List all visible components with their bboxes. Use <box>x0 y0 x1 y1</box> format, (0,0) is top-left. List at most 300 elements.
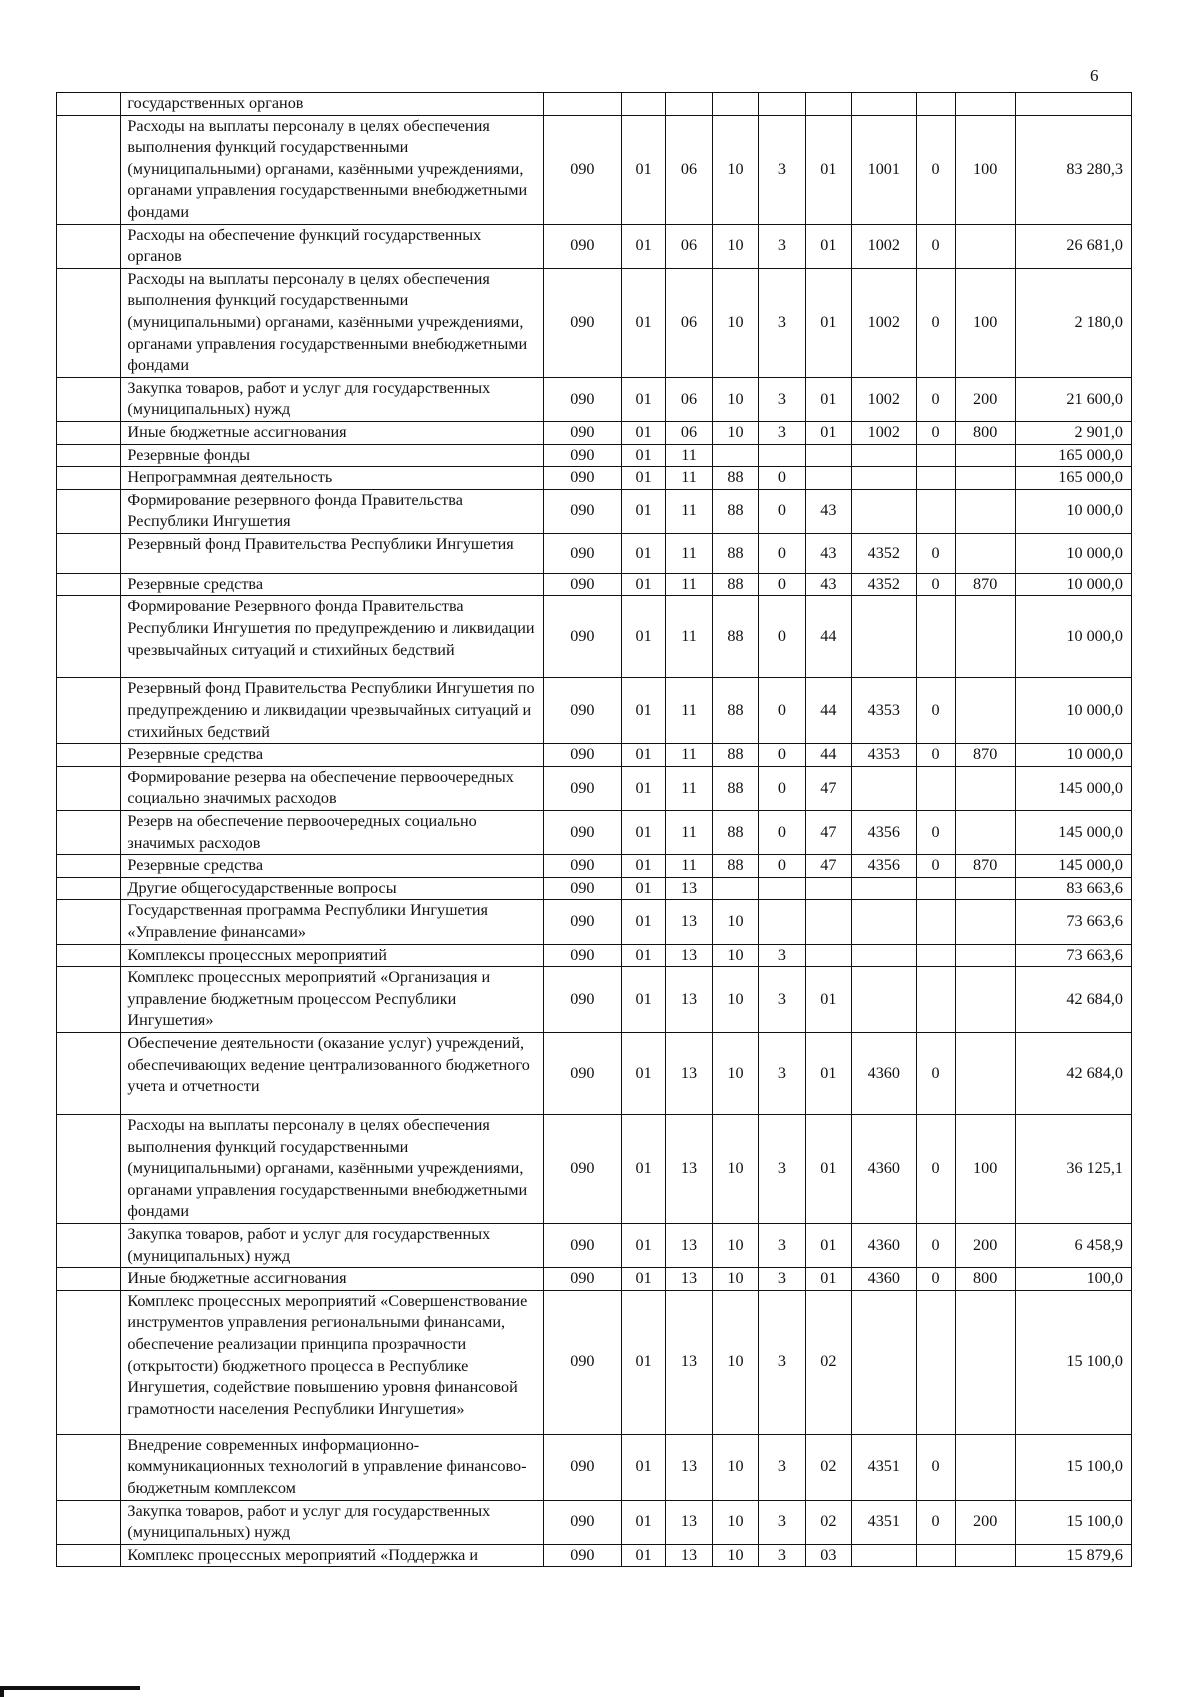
code-cell-c5: 3 <box>759 1434 805 1500</box>
code-cell-c9 <box>955 224 1015 268</box>
code-cell-c6: 01 <box>805 967 851 1033</box>
row-index-cell <box>57 900 121 944</box>
row-name-cell: Другие общегосударственные вопросы <box>121 877 543 900</box>
table-row <box>57 900 1132 944</box>
code-cell-c2: 01 <box>621 268 665 377</box>
code-cell-c1: 090 <box>543 1434 621 1500</box>
code-cell-c1: 090 <box>543 1544 621 1567</box>
code-cell-c2: 01 <box>621 1544 665 1567</box>
code-cell-c5: 0 <box>759 811 805 855</box>
code-cell-c5: 3 <box>759 967 805 1033</box>
code-cell-c4: 88 <box>712 533 758 573</box>
code-cell-c7: 4360 <box>852 1032 916 1114</box>
code-cell-c3: 13 <box>666 1434 712 1500</box>
amount-cell: 10 000,0 <box>1015 489 1131 533</box>
code-cell-c7 <box>852 877 916 900</box>
code-cell-c9: 870 <box>955 855 1015 878</box>
code-cell-c3: 13 <box>666 1223 712 1267</box>
code-cell-c3: 13 <box>666 1114 712 1223</box>
code-cell-c6: 01 <box>805 377 851 421</box>
code-cell-c6: 01 <box>805 224 851 268</box>
code-cell-c5: 0 <box>759 596 805 678</box>
code-cell-c9 <box>955 678 1015 744</box>
code-cell-c8 <box>916 944 955 967</box>
code-cell-c3: 06 <box>666 377 712 421</box>
table-row <box>57 811 1132 855</box>
code-cell-c4: 10 <box>712 1032 758 1114</box>
row-index-cell <box>57 268 121 377</box>
code-cell-c9 <box>955 1290 1015 1434</box>
row-index-cell <box>57 766 121 810</box>
code-cell-c3: 11 <box>666 444 712 467</box>
code-cell-c5: 3 <box>759 1544 805 1567</box>
amount-cell <box>1015 93 1131 116</box>
code-cell-c9 <box>955 1544 1015 1567</box>
code-cell-c9 <box>955 1434 1015 1500</box>
code-cell-c5: 0 <box>759 766 805 810</box>
code-cell-c8: 0 <box>916 811 955 855</box>
code-cell-c8: 0 <box>916 1268 955 1291</box>
table-row <box>57 467 1132 490</box>
row-name-cell: Расходы на выплаты персоналу в целях обеспечения выполнения функций государственными (муниципальными) органами, казёнными учреждениями, органами управления государственными внебюджетными фондами <box>121 115 543 224</box>
row-name-cell: Формирование Резервного фонда Правительства Республики Ингушетия по предупреждению и ликвидации чрезвычайных ситуаций и стихийных бедствий <box>121 596 543 678</box>
code-cell-c5: 3 <box>759 1500 805 1544</box>
table-row <box>57 766 1132 810</box>
amount-cell: 10 000,0 <box>1015 596 1131 678</box>
code-cell-c7: 4360 <box>852 1114 916 1223</box>
amount-cell: 21 600,0 <box>1015 377 1131 421</box>
code-cell-c1: 090 <box>543 678 621 744</box>
code-cell-c6: 02 <box>805 1290 851 1434</box>
code-cell-c7 <box>852 444 916 467</box>
amount-cell: 15 100,0 <box>1015 1500 1131 1544</box>
code-cell-c1: 090 <box>543 596 621 678</box>
code-cell-c4: 10 <box>712 1500 758 1544</box>
code-cell-c9 <box>955 877 1015 900</box>
amount-cell: 6 458,9 <box>1015 1223 1131 1267</box>
row-name-cell: Иные бюджетные ассигнования <box>121 421 543 444</box>
amount-cell: 145 000,0 <box>1015 855 1131 878</box>
row-index-cell <box>57 377 121 421</box>
amount-cell: 15 100,0 <box>1015 1290 1131 1434</box>
row-name-cell: Внедрение современных информационно-коммуникационных технологий в управление финансово-бюджетным комплексом <box>121 1434 543 1500</box>
code-cell-c5: 3 <box>759 944 805 967</box>
code-cell-c7: 4360 <box>852 1268 916 1291</box>
code-cell-c4: 10 <box>712 224 758 268</box>
code-cell-c2: 01 <box>621 115 665 224</box>
code-cell-c9: 800 <box>955 1268 1015 1291</box>
row-name-cell: Резервные фонды <box>121 444 543 467</box>
row-index-cell <box>57 224 121 268</box>
row-name-cell: Резервные средства <box>121 744 543 767</box>
row-index-cell <box>57 811 121 855</box>
row-index-cell <box>57 877 121 900</box>
row-index-cell <box>57 1223 121 1267</box>
code-cell-c7: 1001 <box>852 115 916 224</box>
code-cell-c3: 11 <box>666 596 712 678</box>
code-cell-c3: 13 <box>666 944 712 967</box>
code-cell-c1 <box>543 93 621 116</box>
code-cell-c6: 01 <box>805 1114 851 1223</box>
code-cell-c1: 090 <box>543 1032 621 1114</box>
code-cell-c6 <box>805 944 851 967</box>
code-cell-c4: 10 <box>712 421 758 444</box>
amount-cell: 15 879,6 <box>1015 1544 1131 1567</box>
code-cell-c6 <box>805 93 851 116</box>
code-cell-c6: 01 <box>805 1223 851 1267</box>
code-cell-c2: 01 <box>621 1500 665 1544</box>
code-cell-c8: 0 <box>916 678 955 744</box>
code-cell-c2: 01 <box>621 967 665 1033</box>
budget-table <box>56 92 1132 1567</box>
amount-cell: 145 000,0 <box>1015 811 1131 855</box>
row-index-cell <box>57 855 121 878</box>
code-cell-c9 <box>955 533 1015 573</box>
code-cell-c4: 10 <box>712 944 758 967</box>
table-row <box>57 1223 1132 1267</box>
code-cell-c7 <box>852 93 916 116</box>
code-cell-c2: 01 <box>621 596 665 678</box>
code-cell-c5 <box>759 444 805 467</box>
table-row <box>57 573 1132 596</box>
code-cell-c3: 13 <box>666 1268 712 1291</box>
code-cell-c1: 090 <box>543 877 621 900</box>
code-cell-c1: 090 <box>543 573 621 596</box>
code-cell-c7 <box>852 596 916 678</box>
table-row <box>57 93 1132 116</box>
code-cell-c8 <box>916 900 955 944</box>
amount-cell: 145 000,0 <box>1015 766 1131 810</box>
amount-cell: 10 000,0 <box>1015 744 1131 767</box>
row-name-cell: государственных органов <box>121 93 543 116</box>
code-cell-c2: 01 <box>621 855 665 878</box>
code-cell-c2: 01 <box>621 467 665 490</box>
code-cell-c7: 4356 <box>852 811 916 855</box>
code-cell-c4: 10 <box>712 1434 758 1500</box>
code-cell-c5: 3 <box>759 1032 805 1114</box>
code-cell-c3: 11 <box>666 855 712 878</box>
code-cell-c8: 0 <box>916 421 955 444</box>
table-body <box>57 93 1132 1567</box>
code-cell-c4: 10 <box>712 1290 758 1434</box>
code-cell-c3: 11 <box>666 573 712 596</box>
table-row <box>57 596 1132 678</box>
code-cell-c2: 01 <box>621 811 665 855</box>
code-cell-c4: 88 <box>712 744 758 767</box>
code-cell-c8: 0 <box>916 1434 955 1500</box>
code-cell-c1: 090 <box>543 444 621 467</box>
code-cell-c8 <box>916 467 955 490</box>
code-cell-c6: 47 <box>805 811 851 855</box>
table-row <box>57 855 1132 878</box>
code-cell-c8: 0 <box>916 268 955 377</box>
code-cell-c3: 06 <box>666 268 712 377</box>
row-index-cell <box>57 467 121 490</box>
code-cell-c8 <box>916 1290 955 1434</box>
code-cell-c6 <box>805 900 851 944</box>
table-row <box>57 268 1132 377</box>
row-name-cell: Государственная программа Республики Ингушетия «Управление финансами» <box>121 900 543 944</box>
code-cell-c7: 4356 <box>852 855 916 878</box>
amount-cell: 165 000,0 <box>1015 467 1131 490</box>
row-index-cell <box>57 533 121 573</box>
code-cell-c4 <box>712 877 758 900</box>
code-cell-c8 <box>916 93 955 116</box>
code-cell-c4: 10 <box>712 1223 758 1267</box>
code-cell-c2: 01 <box>621 744 665 767</box>
row-name-cell: Непрограммная деятельность <box>121 467 543 490</box>
code-cell-c2: 01 <box>621 1223 665 1267</box>
code-cell-c9 <box>955 467 1015 490</box>
code-cell-c7 <box>852 1544 916 1567</box>
code-cell-c1: 090 <box>543 1114 621 1223</box>
code-cell-c4 <box>712 93 758 116</box>
scan-edge-mark-vertical <box>0 1686 4 1697</box>
code-cell-c1: 090 <box>543 489 621 533</box>
code-cell-c1: 090 <box>543 944 621 967</box>
code-cell-c1: 090 <box>543 1268 621 1291</box>
code-cell-c8: 0 <box>916 1223 955 1267</box>
code-cell-c3: 13 <box>666 900 712 944</box>
amount-cell: 26 681,0 <box>1015 224 1131 268</box>
code-cell-c5 <box>759 877 805 900</box>
row-name-cell: Комплексы процессных мероприятий <box>121 944 543 967</box>
code-cell-c5: 0 <box>759 744 805 767</box>
code-cell-c8: 0 <box>916 115 955 224</box>
table-row <box>57 1500 1132 1544</box>
code-cell-c1: 090 <box>543 115 621 224</box>
table-row <box>57 377 1132 421</box>
code-cell-c2: 01 <box>621 900 665 944</box>
code-cell-c6 <box>805 467 851 490</box>
code-cell-c2: 01 <box>621 421 665 444</box>
code-cell-c3: 06 <box>666 421 712 444</box>
row-index-cell <box>57 1434 121 1500</box>
code-cell-c4: 10 <box>712 1268 758 1291</box>
code-cell-c4: 88 <box>712 489 758 533</box>
amount-cell: 15 100,0 <box>1015 1434 1131 1500</box>
amount-cell: 83 280,3 <box>1015 115 1131 224</box>
code-cell-c3: 13 <box>666 1032 712 1114</box>
code-cell-c5: 3 <box>759 1268 805 1291</box>
amount-cell: 10 000,0 <box>1015 573 1131 596</box>
row-name-cell: Формирование резервного фонда Правительства Республики Ингушетия <box>121 489 543 533</box>
code-cell-c9: 100 <box>955 1114 1015 1223</box>
code-cell-c2: 01 <box>621 877 665 900</box>
code-cell-c4: 88 <box>712 467 758 490</box>
code-cell-c2: 01 <box>621 1268 665 1291</box>
code-cell-c6: 01 <box>805 421 851 444</box>
code-cell-c8: 0 <box>916 377 955 421</box>
code-cell-c7: 1002 <box>852 377 916 421</box>
code-cell-c9 <box>955 596 1015 678</box>
code-cell-c1: 090 <box>543 1223 621 1267</box>
code-cell-c2: 01 <box>621 678 665 744</box>
code-cell-c7: 4351 <box>852 1434 916 1500</box>
code-cell-c3: 13 <box>666 877 712 900</box>
code-cell-c4: 10 <box>712 1114 758 1223</box>
code-cell-c5: 3 <box>759 1223 805 1267</box>
code-cell-c5: 3 <box>759 1114 805 1223</box>
row-index-cell <box>57 1114 121 1223</box>
code-cell-c5: 0 <box>759 678 805 744</box>
code-cell-c3 <box>666 93 712 116</box>
code-cell-c9 <box>955 811 1015 855</box>
code-cell-c2: 01 <box>621 944 665 967</box>
code-cell-c8 <box>916 766 955 810</box>
code-cell-c7 <box>852 900 916 944</box>
code-cell-c2 <box>621 93 665 116</box>
row-name-cell: Закупка товаров, работ и услуг для государственных (муниципальных) нужд <box>121 1223 543 1267</box>
code-cell-c4: 88 <box>712 678 758 744</box>
amount-cell: 2 180,0 <box>1015 268 1131 377</box>
code-cell-c6: 01 <box>805 1032 851 1114</box>
row-index-cell <box>57 489 121 533</box>
code-cell-c9 <box>955 93 1015 116</box>
row-name-cell: Резервные средства <box>121 855 543 878</box>
code-cell-c9 <box>955 967 1015 1033</box>
code-cell-c8 <box>916 596 955 678</box>
code-cell-c9 <box>955 489 1015 533</box>
code-cell-c6: 47 <box>805 855 851 878</box>
code-cell-c7 <box>852 1290 916 1434</box>
table-row <box>57 1434 1132 1500</box>
code-cell-c5: 0 <box>759 489 805 533</box>
code-cell-c6: 02 <box>805 1500 851 1544</box>
page-number: 6 <box>1090 66 1099 85</box>
table-row <box>57 421 1132 444</box>
code-cell-c9: 800 <box>955 421 1015 444</box>
row-name-cell: Расходы на выплаты персоналу в целях обеспечения выполнения функций государственными (муниципальными) органами, казёнными учреждениями, органами управления государственными внебюджетными фондами <box>121 268 543 377</box>
row-index-cell <box>57 93 121 116</box>
code-cell-c3: 11 <box>666 766 712 810</box>
code-cell-c1: 090 <box>543 377 621 421</box>
code-cell-c6: 43 <box>805 533 851 573</box>
code-cell-c3: 11 <box>666 467 712 490</box>
code-cell-c7 <box>852 944 916 967</box>
table-row <box>57 489 1132 533</box>
amount-cell: 100,0 <box>1015 1268 1131 1291</box>
code-cell-c6: 43 <box>805 489 851 533</box>
row-name-cell: Обеспечение деятельности (оказание услуг) учреждений, обеспечивающих ведение централизованного бюджетного учета и отчетности <box>121 1032 543 1114</box>
code-cell-c6: 01 <box>805 1268 851 1291</box>
code-cell-c7: 4353 <box>852 678 916 744</box>
row-name-cell: Закупка товаров, работ и услуг для государственных (муниципальных) нужд <box>121 1500 543 1544</box>
code-cell-c7: 4360 <box>852 1223 916 1267</box>
table-row <box>57 877 1132 900</box>
scan-edge-mark <box>0 1686 140 1690</box>
code-cell-c1: 090 <box>543 421 621 444</box>
code-cell-c9: 870 <box>955 744 1015 767</box>
row-index-cell <box>57 573 121 596</box>
row-index-cell <box>57 1544 121 1567</box>
code-cell-c4 <box>712 444 758 467</box>
code-cell-c5: 0 <box>759 533 805 573</box>
amount-cell: 165 000,0 <box>1015 444 1131 467</box>
table-row <box>57 533 1132 573</box>
code-cell-c4: 10 <box>712 115 758 224</box>
code-cell-c1: 090 <box>543 744 621 767</box>
code-cell-c6 <box>805 877 851 900</box>
code-cell-c5: 3 <box>759 224 805 268</box>
code-cell-c4: 88 <box>712 596 758 678</box>
code-cell-c2: 01 <box>621 1290 665 1434</box>
code-cell-c9 <box>955 444 1015 467</box>
row-index-cell <box>57 1268 121 1291</box>
code-cell-c8 <box>916 967 955 1033</box>
code-cell-c1: 090 <box>543 855 621 878</box>
code-cell-c7: 1002 <box>852 268 916 377</box>
amount-cell: 42 684,0 <box>1015 1032 1131 1114</box>
code-cell-c9: 100 <box>955 115 1015 224</box>
code-cell-c7: 4353 <box>852 744 916 767</box>
row-name-cell: Закупка товаров, работ и услуг для государственных (муниципальных) нужд <box>121 377 543 421</box>
code-cell-c1: 090 <box>543 900 621 944</box>
code-cell-c8: 0 <box>916 744 955 767</box>
code-cell-c8: 0 <box>916 573 955 596</box>
code-cell-c4: 10 <box>712 900 758 944</box>
code-cell-c9: 200 <box>955 377 1015 421</box>
code-cell-c1: 090 <box>543 811 621 855</box>
code-cell-c4: 10 <box>712 967 758 1033</box>
table-row <box>57 967 1132 1033</box>
code-cell-c7 <box>852 766 916 810</box>
code-cell-c2: 01 <box>621 1114 665 1223</box>
code-cell-c6: 01 <box>805 268 851 377</box>
code-cell-c6: 44 <box>805 596 851 678</box>
row-name-cell: Комплекс процессных мероприятий «Организация и управление бюджетным процессом Республики Ингушетия» <box>121 967 543 1033</box>
row-index-cell <box>57 944 121 967</box>
row-index-cell <box>57 596 121 678</box>
code-cell-c2: 01 <box>621 444 665 467</box>
code-cell-c3: 11 <box>666 744 712 767</box>
code-cell-c8: 0 <box>916 1500 955 1544</box>
code-cell-c9: 100 <box>955 268 1015 377</box>
amount-cell: 36 125,1 <box>1015 1114 1131 1223</box>
code-cell-c3: 06 <box>666 115 712 224</box>
code-cell-c8 <box>916 1544 955 1567</box>
code-cell-c2: 01 <box>621 489 665 533</box>
row-name-cell: Расходы на обеспечение функций государственных органов <box>121 224 543 268</box>
code-cell-c9 <box>955 900 1015 944</box>
code-cell-c2: 01 <box>621 766 665 810</box>
table-row <box>57 1268 1132 1291</box>
table-row <box>57 1032 1132 1114</box>
table-row <box>57 444 1132 467</box>
code-cell-c8 <box>916 489 955 533</box>
code-cell-c7 <box>852 467 916 490</box>
code-cell-c6: 03 <box>805 1544 851 1567</box>
code-cell-c8 <box>916 444 955 467</box>
code-cell-c8: 0 <box>916 533 955 573</box>
code-cell-c2: 01 <box>621 1434 665 1500</box>
code-cell-c2: 01 <box>621 573 665 596</box>
row-index-cell <box>57 444 121 467</box>
code-cell-c4: 10 <box>712 268 758 377</box>
row-name-cell: Расходы на выплаты персоналу в целях обеспечения выполнения функций государственными (муниципальными) органами, казёнными учреждениями, органами управления государственными внебюджетными фондами <box>121 1114 543 1223</box>
row-name-cell: Резервный фонд Правительства Республики Ингушетия по предупреждению и ликвидации чрезвычайных ситуаций и стихийных бедствий <box>121 678 543 744</box>
row-index-cell <box>57 115 121 224</box>
code-cell-c8: 0 <box>916 1114 955 1223</box>
code-cell-c6: 01 <box>805 115 851 224</box>
code-cell-c5: 3 <box>759 1290 805 1434</box>
code-cell-c2: 01 <box>621 1032 665 1114</box>
amount-cell: 83 663,6 <box>1015 877 1131 900</box>
row-name-cell: Формирование резерва на обеспечение первоочередных социально значимых расходов <box>121 766 543 810</box>
code-cell-c9: 870 <box>955 573 1015 596</box>
code-cell-c3: 13 <box>666 1290 712 1434</box>
code-cell-c8 <box>916 877 955 900</box>
